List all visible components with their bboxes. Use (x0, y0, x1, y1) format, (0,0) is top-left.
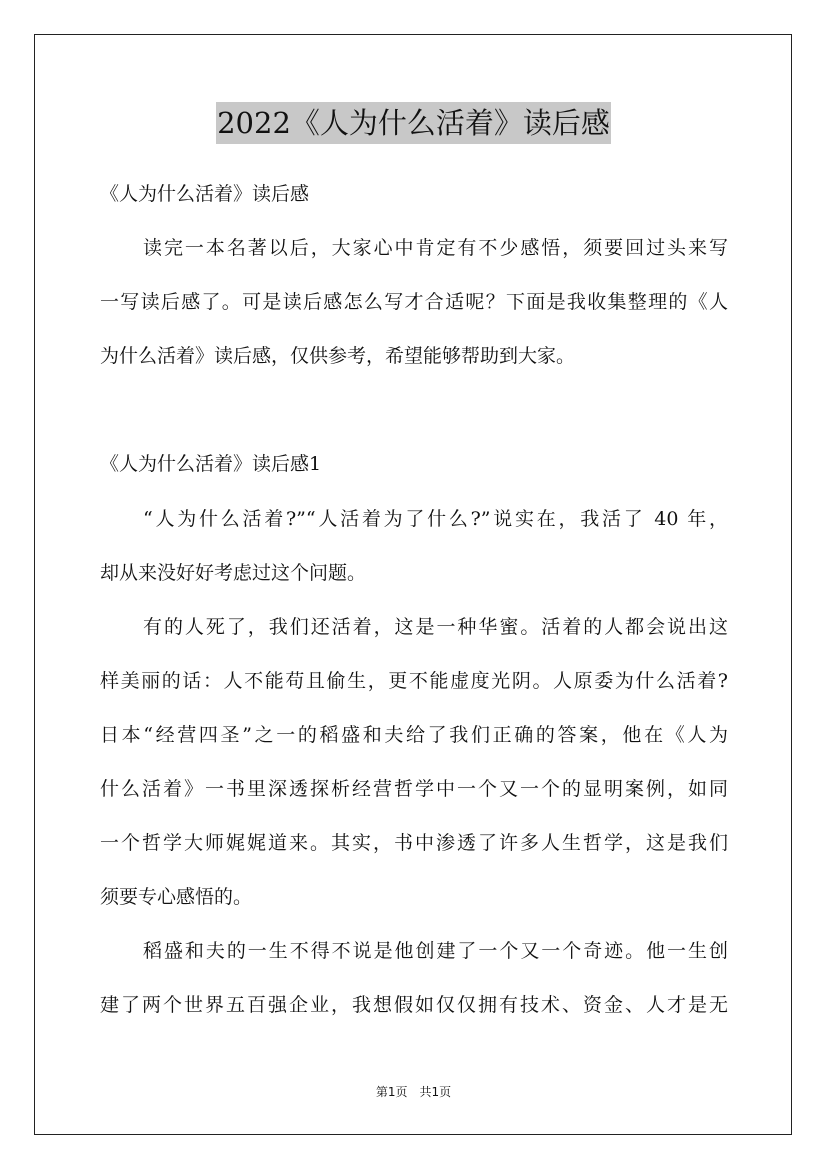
page-number: 第1页 共1页 (375, 1085, 452, 1099)
section-heading: 《人为什么活着》读后感1 (100, 453, 322, 475)
paragraph-line: 建了两个世界五百强企业，我想假如仅仅拥有技术、资金、人才是无 (100, 994, 728, 1016)
title-container (0, 102, 827, 144)
paragraph-line: 一个哲学大师娓娓道来。其实，书中渗透了许多人生哲学，这是我们 (100, 832, 728, 854)
intro-line: 为什么活着》读后感，仅供参考，希望能够帮助到大家。 (100, 345, 576, 367)
intro-line: 一写读后感了。可是读后感怎么写才合适呢？下面是我收集整理的《人 (100, 291, 728, 313)
document-title: 2022《人为什么活着》读后感 (216, 102, 611, 144)
intro-line: 读完一本名著以后，大家心中肯定有不少感悟，须要回过头来写 (143, 237, 728, 259)
paragraph-line: “人为什么活着?”“人活着为了什么?”说实在，我活了 40 年， (143, 508, 728, 530)
paragraph-line: 须要专心感悟的。 (100, 886, 253, 908)
paragraph-line: 却从来没好好考虑过这个问题。 (100, 562, 367, 584)
paragraph-line: 日本“经营四圣”之一的稻盛和夫给了我们正确的答案，他在《人为 (100, 724, 728, 746)
paragraph-line: 什么活着》一书里深透探析经营哲学中一个又一个的显明案例，如同 (100, 778, 728, 800)
subtitle: 《人为什么活着》读后感 (100, 183, 310, 205)
paragraph-line: 有的人死了，我们还活着，这是一种华蜜。活着的人都会说出这 (143, 616, 728, 638)
paragraph-line: 样美丽的话：人不能苟且偷生，更不能虚度光阴。人原委为什么活着? (100, 670, 728, 692)
paragraph-line: 稻盛和夫的一生不得不说是他创建了一个又一个奇迹。他一生创 (143, 940, 728, 962)
